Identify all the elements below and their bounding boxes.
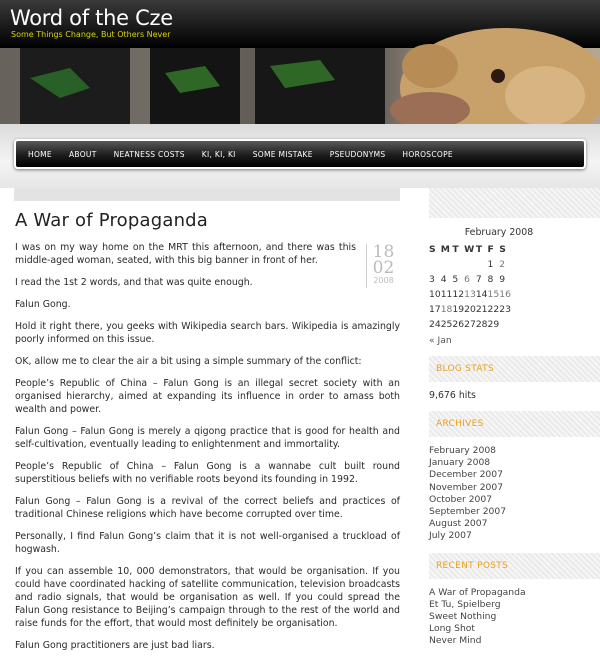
calendar-weekday: T (475, 244, 483, 255)
archive-link[interactable]: July 2007 (429, 530, 472, 542)
recent-posts-heading: RECENT POSTS (429, 553, 600, 579)
main-nav (14, 139, 586, 169)
recent-post-link[interactable]: Long Shot (429, 623, 476, 635)
blog-stats-heading: BLOG STATS (429, 356, 600, 382)
calendar-weekday: S (499, 244, 506, 255)
calendar-day: 11 (440, 289, 453, 300)
post-body (15, 241, 400, 661)
calendar-day: 7 (475, 274, 482, 285)
post-paragraph: People’s Republic of China – Falun Gong is a wannabe cult built round superstitious beliefs with no verifiable roots beyond its founding in 1992. (15, 461, 400, 485)
archive-link[interactable]: September 2007 (429, 506, 507, 518)
post-paragraph: Personally, I find Falun Gong’s claim that it is not well-organised a truckload of hogwash. (15, 531, 400, 555)
nav-item-some-mistake[interactable]: SOME MISTAKE (252, 149, 313, 159)
post-paragraph: I read the 1st 2 words, and that was quite enough. (15, 277, 253, 288)
archive-link[interactable]: December 2007 (429, 469, 503, 481)
nav-item-horoscope[interactable]: HOROSCOPE (402, 149, 453, 159)
site-tagline: Some Things Change, But Others Never (11, 30, 171, 39)
calendar-day: 3 (429, 274, 435, 285)
recent-post-link[interactable]: Never Mind (429, 635, 482, 647)
archive-link[interactable]: October 2007 (429, 493, 493, 505)
recent-post-link[interactable]: Sweet Nothing (429, 611, 497, 623)
site-title[interactable]: Word of the Cze (10, 6, 173, 30)
post-title[interactable]: A War of Propaganda (15, 210, 209, 231)
post-date-month: 02 (372, 258, 395, 278)
archive-link[interactable]: November 2007 (429, 481, 504, 493)
archive-link[interactable]: February 2008 (429, 445, 497, 456)
calendar-prev-link[interactable]: « Jan (429, 335, 452, 346)
post-date-year: 2008 (373, 276, 394, 285)
archive-link[interactable]: January 2008 (429, 457, 491, 469)
calendar-day: 17 (429, 304, 441, 315)
post-paragraph: I was on my way home on the MRT this afternoon, and there was this middle-aged woman, seated, with this big banner in front of her. (15, 242, 356, 266)
nav-zone (0, 124, 600, 188)
archives-heading: ARCHIVES (429, 411, 600, 437)
calendar-day: 22 (487, 304, 500, 315)
calendar-day: 23 (499, 304, 511, 315)
calendar-weekday: T (452, 244, 459, 255)
calendar-weekday: S (429, 244, 436, 255)
post-paragraph: Falun Gong. (15, 299, 71, 310)
calendar-day: 27 (464, 319, 476, 330)
post-date-day: 18 (372, 242, 395, 262)
calendar-day: 20 (464, 304, 476, 315)
blog-stats-hits: 9,676 hits (429, 390, 476, 401)
nav-item-ki-ki-ki[interactable]: KI, KI, KI (201, 149, 236, 159)
calendar-weekday: M (440, 244, 450, 255)
calendar-day: 24 (429, 319, 441, 330)
nav-item-neatness-costs[interactable]: NEATNESS COSTS (113, 149, 185, 159)
post-paragraph: Hold it right there, you geeks with Wikipedia search bars. Wikipedia is amazingly poorly informed on this issue. (15, 321, 400, 345)
calendar-day: 4 (440, 274, 447, 285)
calendar-day: 25 (440, 319, 453, 330)
calendar-day (476, 257, 488, 272)
calendar-day[interactable]: 6 (464, 274, 470, 285)
calendar-day: 19 (452, 304, 465, 315)
calendar-day: 8 (487, 274, 494, 285)
calendar-day[interactable]: 15 (487, 289, 500, 300)
sidebar (429, 188, 600, 648)
calendar-day (441, 257, 453, 272)
calendar-weekday: W (464, 244, 475, 255)
header-banner-image (0, 48, 600, 124)
calendar-day: 9 (499, 274, 506, 285)
calendar-day: 5 (452, 274, 459, 285)
calendar-day[interactable]: 2 (499, 259, 506, 270)
calendar-day (464, 257, 476, 272)
calendar-day[interactable]: 13 (464, 289, 476, 300)
calendar-table (429, 242, 511, 332)
post-paragraph: OK, allow me to clear the air a bit using a simple summary of the conflict: (15, 356, 362, 367)
recent-post-link[interactable]: Et Tu, Spielberg (429, 598, 501, 610)
post-paragraph: Falun Gong practitioners are just bad liars. (15, 640, 215, 651)
calendar-day: 26 (452, 319, 465, 330)
post-paragraph: Falun Gong – Falun Gong is a revival of the correct beliefs and practices of traditional Chinese religions which have become corrupted over time. (15, 496, 400, 520)
calendar-day: 10 (429, 289, 441, 300)
nav-item-about[interactable]: ABOUT (68, 149, 97, 159)
nav-item-pseudonyms[interactable]: PSEUDONYMS (329, 149, 386, 159)
calendar-day[interactable]: 16 (499, 289, 511, 300)
calendar-day (499, 317, 511, 332)
calendar-day: 1 (487, 259, 494, 270)
calendar-day (452, 257, 464, 272)
content-top-strip (14, 188, 400, 201)
calendar-day: 14 (475, 289, 488, 300)
post-paragraph: If you can assemble 10, 000 demonstrators, that would be organisation. If you could have coordinated hacking of satellite communication, television broadcasts and radio signals, that would be organisation as well. If you could spread the Falun Gong resistance to Beijing’s campaign through to the rest of the world and raise funds for the effort, that would most definitely be organisation. (15, 566, 400, 629)
recent-post-link[interactable]: A War of Propaganda (429, 586, 526, 598)
calendar-day[interactable]: 18 (440, 304, 453, 315)
calendar-day: 29 (487, 319, 500, 330)
archive-link[interactable]: August 2007 (429, 518, 488, 530)
post-paragraph: Falun Gong – Falun Gong is merely a qigong practice that is good for health and self-cultivation, eventually leading to enlightenment and immortality. (15, 426, 400, 450)
archives-list (429, 445, 600, 543)
calendar-weekday: F (487, 244, 494, 255)
post-paragraph: People’s Republic of China – Falun Gong is an illegal secret society with an organised hierarchy, aimed at expanding its influence in order to amass both wealth and power. (15, 378, 400, 415)
calendar-day: 28 (475, 319, 488, 330)
recent-posts-list (429, 587, 600, 648)
banner-photo (0, 48, 600, 124)
calendar-caption: February 2008 (464, 227, 534, 238)
calendar-day (429, 257, 441, 272)
calendar-day: 21 (475, 304, 488, 315)
calendar-day: 12 (452, 289, 465, 300)
sidebar-top-hatch (429, 188, 600, 218)
nav-item-home[interactable]: HOME (28, 149, 52, 159)
